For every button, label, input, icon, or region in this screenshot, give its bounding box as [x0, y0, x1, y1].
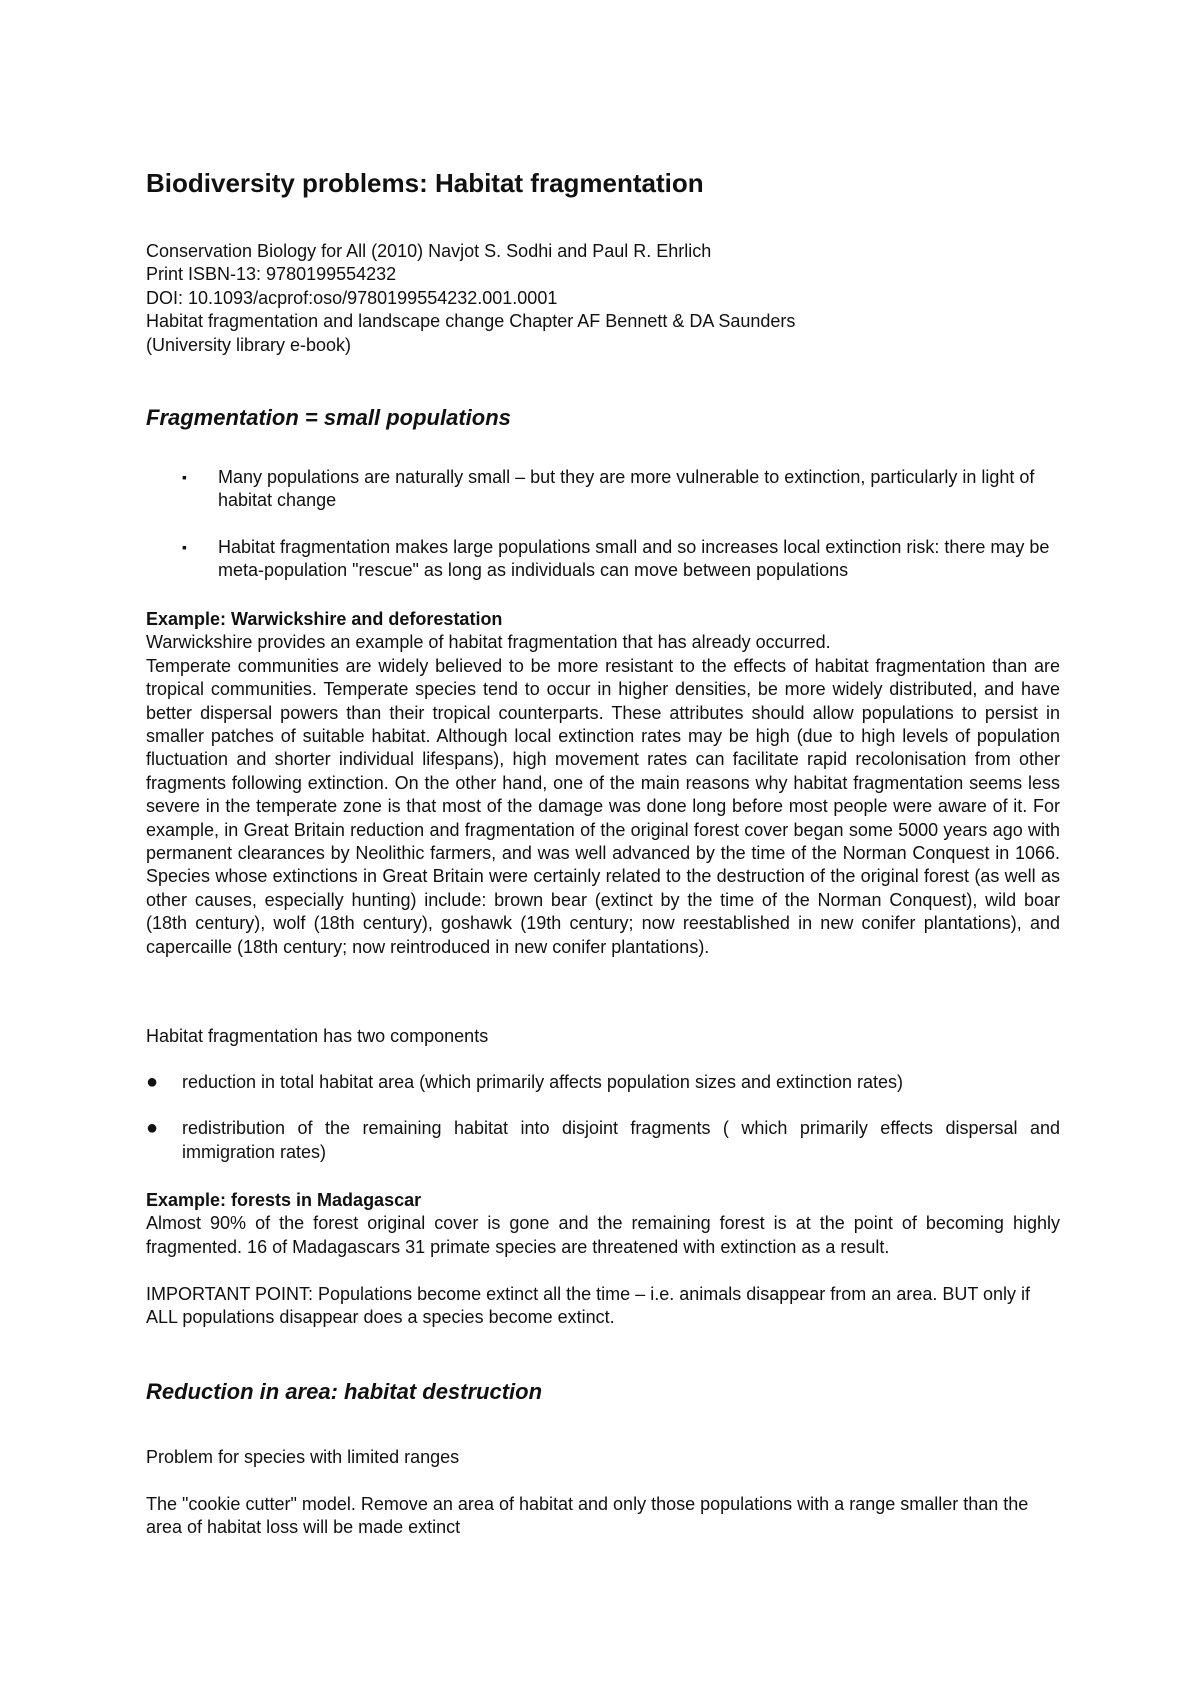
reference-chapter: Habitat fragmentation and landscape change Chapter AF Bennett & DA Saunders [146, 311, 796, 332]
reference-book: Conservation Biology for All (2010) Navjot S. Sodhi and Paul R. Ehrlich [146, 241, 712, 261]
list-item [146, 1071, 1060, 1094]
paragraph: The "cookie cutter" model. Remove an area of habitat and only those populations with a range smaller than the area of habitat loss will be made extinct [146, 1494, 1029, 1538]
dot-bullet-list [146, 1071, 1060, 1187]
page-title: Biodiversity problems: Habitat fragmentation [146, 168, 704, 198]
section-heading-reduction: Reduction in area: habitat destruction [146, 1379, 543, 1404]
square-bullet-list [146, 466, 1060, 606]
list-item [146, 466, 1060, 513]
example-heading: Example: Warwickshire and deforestation [146, 609, 503, 629]
list-item [146, 536, 1060, 583]
important-point: IMPORTANT POINT: Populations become extinct all the time – i.e. animals disappear from an area. BUT only if ALL populations disappear does a species become extinct. [146, 1284, 1031, 1328]
example-body: Almost 90% of the forest original cover is gone and the remaining forest is at the point of becoming highly fragmented. 16 of Madagascars 31 primate species are threatened with extinction as a result. [146, 1213, 1060, 1257]
dot-bullet-icon: ● [146, 1071, 159, 1093]
example-body: Temperate communities are widely believed to be more resistant to the effects of habitat fragmentation than are tropical communities. Temperate species tend to occur in higher densities, be more widely distributed, and have better dispersal powers than their tropical counterparts. These attributes should allow populations to persist in smaller patches of suitable habitat. Although local extinction rates may be high (due to high levels of population fluctuation and shorter individual lifespans), high movement rates can facilitate rapid recolonisation from other fragments following extinction. On the other hand, one of the main reasons why habitat fragmentation seems less severe in the temperate zone is that most of the damage was done long before most people were aware of it. For example, in Great Britain reduction and fragmentation of the original forest cover began some 5000 years ago with permanent clearances by Neolithic farmers, and was well advanced by the time of the Norman Conquest in 1066. Species whose extinctions in Great Britain were certainly related to the destruction of the original forest (as well as other causes, especially hunting) include: brown bear (extinct by the time of the Norman Conquest), wild boar (18th century), wolf (18th century), goshawk (19th century; now reestablished in new conifer plantations), and capercaille (18th century; now reintroduced in new conifer plantations). [146, 655, 1060, 957]
list-item [146, 1117, 1060, 1164]
reference-isbn: Print ISBN-13: 9780199554232 [146, 264, 397, 285]
reference-block [146, 240, 795, 357]
square-bullet-icon: ▪ [182, 469, 187, 485]
square-bullet-icon: ▪ [182, 538, 187, 555]
list-item-text: redistribution of the remaining habitat into disjoint fragments ( which primarily effects dispersal and immigration rates) [182, 1118, 1060, 1162]
paragraph: Problem for species with limited ranges [146, 1447, 460, 1467]
example-heading: Example: forests in Madagascar [146, 1190, 422, 1210]
example-warwickshire [146, 608, 1060, 959]
reference-doi: DOI: 10.1093/acprof:oso/9780199554232.001.0001 [146, 287, 558, 308]
example-intro: Warwickshire provides an example of habitat fragmentation that has already occurred. [146, 632, 831, 653]
example-madagascar [146, 1189, 1060, 1259]
list-item-text: Habitat fragmentation makes large populations small and so increases local extinction risk: there may be meta-population "rescue" as long as individuals can move between populations [218, 536, 1050, 581]
list-item-text: reduction in total habitat area (which primarily affects population sizes and extinction rates) [182, 1072, 904, 1092]
list-item-text: Many populations are naturally small – but they are more vulnerable to extinction, particularly in light of habitat change [218, 467, 1035, 511]
dot-bullet-icon: ● [146, 1117, 159, 1140]
reference-note: (University library e-book) [146, 334, 352, 355]
section-heading-fragmentation: Fragmentation = small populations [146, 405, 511, 430]
components-intro: Habitat fragmentation has two components [146, 1026, 489, 1046]
